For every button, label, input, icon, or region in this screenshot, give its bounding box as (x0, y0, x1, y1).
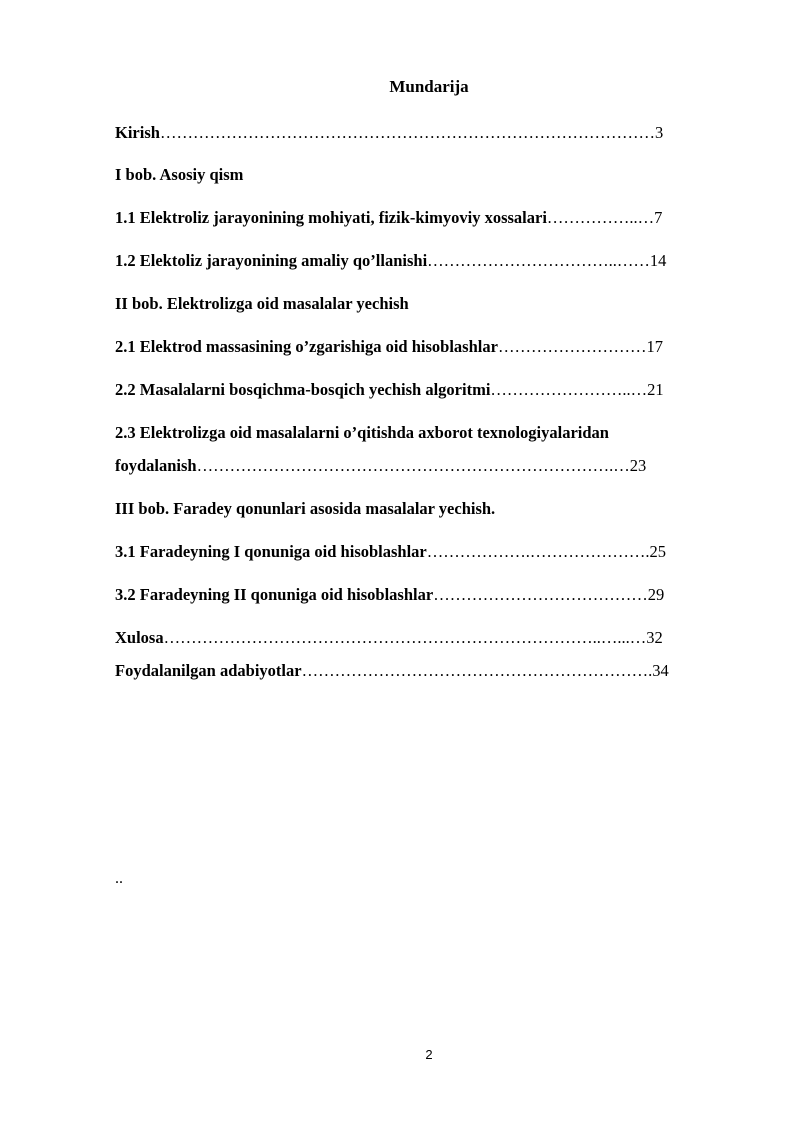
toc-page-number: 23 (629, 456, 647, 475)
toc-page-number: 32 (646, 628, 663, 647)
toc-entry-3-1[interactable] (115, 542, 666, 562)
toc-chapter-heading-2: II bob. Elektrolizga oid masalalar yechish (115, 294, 409, 313)
toc-entry-kirish[interactable] (115, 123, 663, 143)
toc-leader: ……………..… (546, 208, 655, 227)
toc-title: Mundarija (389, 77, 469, 96)
stray-mark: .. (115, 870, 123, 887)
toc-entry-1-1[interactable] (115, 208, 662, 228)
toc-entry-title: Foydalanilgan adabiyotlar (115, 661, 302, 680)
toc-leader: ……………………………………………………………………………… (159, 123, 655, 142)
toc-entry-title: 2.1 Elektrod massasining o’zgarishiga oid hisoblashlar (115, 337, 498, 356)
toc-chapter-heading-1: I bob. Asosiy qism (115, 165, 244, 184)
toc-page-number: 14 (649, 251, 667, 270)
toc-page-number: 3 (654, 123, 664, 142)
toc-entry-xulosa[interactable] (115, 628, 663, 648)
toc-entry-2-2[interactable] (115, 380, 664, 400)
toc-chapter-heading-3: III bob. Faradey qonunlari asosida masalalar yechish. (115, 499, 496, 518)
toc-entry-title: Xulosa (115, 628, 164, 647)
toc-page-number: 34 (652, 661, 669, 680)
toc-leader: ………………………………………………………………….… (196, 456, 630, 475)
toc-page-number: 17 (646, 337, 663, 356)
page-number: 2 (425, 1047, 433, 1062)
toc-leader: ………………………………………………………. (301, 661, 653, 680)
toc-entry-title: 1.1 Elektroliz jarayonining mohiyati, fizik-kimyoviy xossalari (115, 208, 547, 227)
toc-entry-1-2[interactable] (115, 251, 666, 271)
toc-page-number: 29 (647, 585, 665, 604)
toc-leader: ……………………………..…… (427, 251, 650, 270)
toc-page-number: 7 (654, 208, 663, 227)
toc-entry-title: 3.2 Faradeyning II qonuniga oid hisoblashlar (115, 585, 434, 604)
toc-entry-title: 1.2 Elektoliz jarayonining amaliy qo’llanishi (115, 251, 428, 270)
toc-leader: ………………………………… (433, 585, 648, 604)
toc-entry-2-3[interactable] (115, 456, 646, 476)
toc-entry-title: Kirish (115, 123, 160, 142)
toc-entry-2-1[interactable] (115, 337, 663, 357)
toc-entry-adabiyotlar[interactable] (115, 661, 669, 681)
toc-entry-2-3-line1[interactable] (115, 423, 609, 443)
toc-leader: ……………………… (497, 337, 647, 356)
toc-entry-title: foydalanish (115, 456, 197, 475)
toc-page-number: 21 (647, 380, 664, 399)
toc-entry-title-line1: 2.3 Elektrolizga oid masalalarni o’qitishda axborot texnologiyalaridan (115, 423, 609, 442)
toc-entry-title: 2.2 Masalalarni bosqichma-bosqich yechish algoritmi (115, 380, 491, 399)
toc-leader: ……………….…………………. (426, 542, 650, 561)
toc-page-number: 25 (649, 542, 667, 561)
toc-entry-title: 3.1 Faradeyning I qonuniga oid hisoblashlar (115, 542, 427, 561)
toc-leader: ……………………..… (490, 380, 648, 399)
toc-entry-3-2[interactable] (115, 585, 664, 605)
toc-leader: ……………………………………………………………………..…...… (163, 628, 647, 647)
